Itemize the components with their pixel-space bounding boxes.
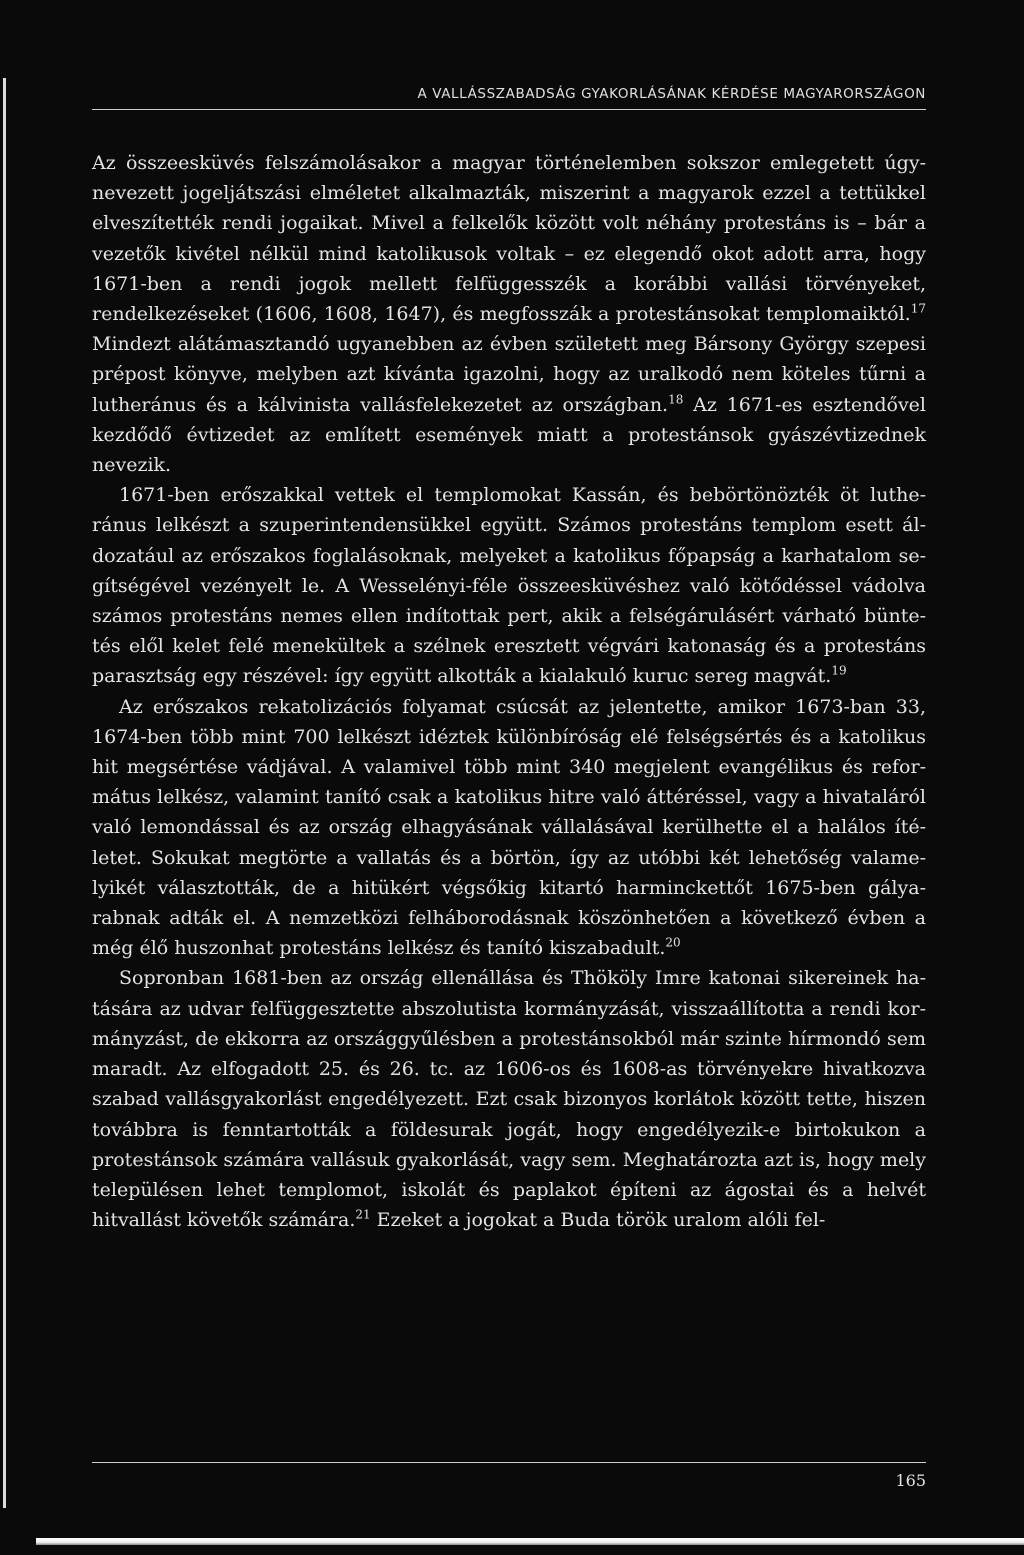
scan-left-edge-rule — [3, 78, 6, 1508]
footnote-ref: 21 — [355, 1207, 371, 1222]
footnote-ref: 20 — [665, 935, 681, 950]
body-text — [92, 148, 926, 1235]
paragraph-text: Az erőszakos rekatolizációs folyamat csúcsát az jelentette, amikor 1673-ban 33, 1674-ben több mint 700 lelkészt idéztek különbíróság elé felségsértés és a katolikus hit megsértése vádjával. A valamivel több mint 340 megjelent evangélikus és református lelkész, valamint tanító csak a katolikus hitre való áttéréssel, vagy a hivataláról való lemondással és az ország elhagyásának vállalásával kerülhette el a halálos ítéletet. Sokukat megtörte a vallatás és a börtön, így az utóbbi két lehetőség valamelyikét választották, de a hitükért végsőkig kitartó harminckettőt 1675-ben gályarabnak adták el. A nemzetközi felháborodásnak köszönhetően a következő évben a még élő huszonhat protestáns lelkész és tanító kiszabadult. — [92, 695, 926, 960]
paragraph-text: Az összeesküvés felszámolásakor a magyar történelemben sokszor emlegetett úgynevezett jogeljátszási elméletet alkalmazták, miszerint a magyarok ezzel a tettükkel elveszítették rendi jogaikat. Mivel a felkelők között volt néhány protestáns is – bár a vezetők kivétel nélkül mind katolikusok voltak – ez elegendő okot adott arra, hogy 1671-ben a rendi jogok mellett felfüggesszék a korábbi vallási törvényeket, rendelkezéseket (1606, 1608, 1647), és megfosszák a protestánsokat templomaiktól. — [92, 152, 926, 326]
scan-bottom-bar — [36, 1538, 1024, 1545]
footer-rule — [92, 1462, 926, 1463]
paragraph — [92, 692, 926, 964]
page-number: 165 — [895, 1471, 926, 1490]
header-rule — [92, 109, 926, 110]
paragraph — [92, 148, 926, 480]
paragraph-text: Az 1671-es esztendővel kezdődő évtizedet az említett események miatt a protestánsok gyászévtizednek nevezik. — [92, 393, 926, 477]
paragraph-text: Ezeket a jogokat a Buda török uralom alóli fel- — [370, 1209, 826, 1232]
footnote-ref: 19 — [831, 664, 847, 679]
paragraph — [92, 480, 926, 691]
running-header: A VALLÁSSZABADSÁG GYAKORLÁSÁNAK KÉRDÉSE MAGYARORSZÁGON — [417, 86, 926, 102]
paragraph — [92, 963, 926, 1235]
paragraph-text: Mindezt alátámasztandó ugyanebben az évben született meg Bársony György szepesi prépost könyve, melyben azt kívánta igazolni, hogy az uralkodó nem köteles tűrni a lutheránus és a kálvinista vallásfelekezetet az országban. — [92, 333, 926, 416]
footnote-ref: 18 — [668, 392, 684, 407]
paragraph-text: Sopronban 1681-ben az ország ellenállása és Thököly Imre katonai sikereinek hatására az udvar felfüggesztette abszolutista kormányzását, visszaállította a rendi kormányzást, de ekkorra az országgyűlésben a protestánsokból már szinte hírmondó sem maradt. Az elfogadott 25. és 26. tc. az 1606-os és 1608-as törvényekre hivatkozva szabad vallásgyakorlást engedélyezett. Ezt csak bizonyos korlátok között tette, hiszen továbbra is fenntartották a földesurak jogát, hogy engedélyezik-e birtokukon a protestánsok számára vallásuk gyakorlását, vagy sem. Meghatározta azt is, hogy mely településen lehet templomot, iskolát és paplakot építeni az ágostai és a helvét hitvallást követők számára. — [92, 967, 926, 1232]
footnote-ref: 17 — [910, 301, 926, 316]
paragraph-text: 1671-ben erőszakkal vettek el templomokat Kassán, és bebörtönözték öt lutheránus lelkészt a szuperintendensükkel együtt. Számos protestáns templom esett áldozatául az erőszakos foglalásoknak, melyeket a katolikus főpapság a karhatalom segítségével vezényelt le. A Wesselényi-féle összeesküvéshez való kötődéssel vádolva számos protestáns nemes ellen indítottak pert, akik a felségárulásért várható büntetés elől kelet felé menekültek a szélnek eresztett végvári katonaság és a protestáns parasztság egy részével: így együtt alkották a kialakuló kuruc sereg magvát. — [92, 484, 926, 688]
